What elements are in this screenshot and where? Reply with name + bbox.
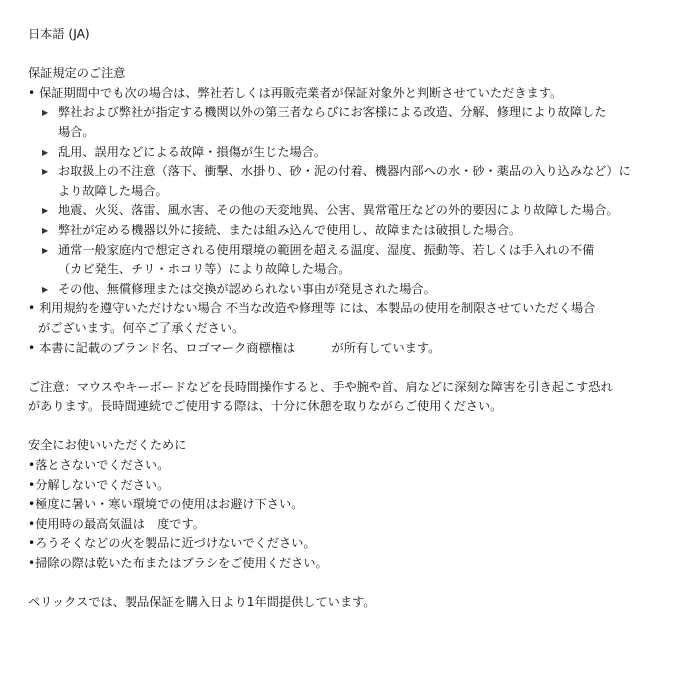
triangle-right-icon: ▶: [42, 108, 49, 118]
warranty-bullet-3: • 本書に記載のブランド名、ロゴマーク商標権は が所有しています。: [28, 340, 441, 355]
warranty-sub-item: [28, 241, 658, 261]
safety-item: •分解しないでください。: [28, 477, 170, 492]
sub-item-text: 弊社および弊社が指定する機関以外の第三者ならびにお客様による改造、分解、修理により故障した: [58, 105, 607, 120]
warranty-sub-item: [28, 162, 658, 182]
sub-item-continuation: （カビ発生、チリ・ホコリ等）により故障した場合。: [58, 262, 351, 277]
page-title: 日本語 (JA): [28, 27, 90, 41]
safety-item: •落とさないでください。: [28, 458, 170, 473]
sub-item-text: 弊社が定める機器以外に接続、または組み込んで使用し、故障または破損した場合。: [58, 222, 522, 237]
warranty-sub-item: [28, 103, 658, 123]
sub-item-text: 乱用、誤用などによる故障・損傷が生じた場合。: [58, 144, 327, 159]
warranty-bullet-2: • 利用規約を遵守いただけない場合 不当な改造や修理等 には、本製品の使用を制限させていただく場合: [28, 301, 596, 316]
spacer: [28, 45, 658, 65]
warranty-heading: 保証規定のご注意: [28, 66, 126, 81]
safety-item: •掃除の際は乾いた布またはブラシをご使用ください。: [28, 556, 328, 571]
sub-item-text: その他、無償修理または交換が認められない事由が発見された場合。: [58, 281, 436, 296]
warranty-sub-item: [28, 280, 658, 300]
warranty-sub-item: [28, 221, 658, 241]
triangle-right-icon: ▶: [42, 167, 49, 177]
sub-item-continuation: 場合。: [58, 124, 95, 139]
triangle-right-icon: ▶: [42, 284, 49, 294]
safety-item: •使用時の最高気温は 度です。: [28, 516, 205, 531]
triangle-right-icon: ▶: [42, 147, 49, 157]
safety-heading: 安全にお使いいただくために: [28, 438, 187, 453]
warranty-bullet-2-continuation: がございます。何卒ご了承ください。: [38, 320, 245, 335]
document: [28, 25, 658, 613]
triangle-right-icon: ▶: [42, 206, 49, 216]
warranty-sub-item: [28, 201, 658, 221]
spacer: [28, 574, 658, 594]
caution-text: ご注意：マウスやキーボードなどを長時間操作すると、手や腕や首、肩などに深刻な障害を引き起こす恐れ: [28, 379, 613, 394]
spacer: [28, 358, 658, 378]
warranty-period-footer: ペリックスでは、製品保証を購入日より1年間提供しています。: [28, 595, 376, 610]
triangle-right-icon: ▶: [42, 245, 49, 255]
caution-text-continuation: があります。長時間連続でご使用する際は、十分に休憩を取りながらご使用ください。: [28, 399, 503, 414]
safety-item: •ろうそくなどの火を製品に近づけないでください。: [28, 536, 316, 551]
warranty-sub-item: [28, 143, 658, 163]
safety-item: •極度に暑い・寒い環境での使用はお避け下さい。: [28, 497, 304, 512]
spacer: [28, 417, 658, 437]
warranty-bullet-1: • 保証期間中でも次の場合は、弊社若しくは再販売業者が保証対象外と判断させていただきます。: [28, 85, 563, 100]
sub-item-continuation: より故障した場合。: [58, 183, 168, 198]
triangle-right-icon: ▶: [42, 225, 49, 235]
sub-item-text: 通常一般家庭内で想定される使用環境の範囲を超える温度、湿度、振動等、若しくは手入れの不備: [58, 242, 595, 257]
sub-item-text: 地震、火災、落雷、風水害、その他の天変地異、公害、異常電圧などの外的要因により故障した場合。: [58, 203, 619, 218]
sub-item-text: お取扱上の不注意（落下、衝撃、水掛り、砂・泥の付着、機器内部への水・砂・薬品の入り込みなど）に: [58, 164, 631, 179]
